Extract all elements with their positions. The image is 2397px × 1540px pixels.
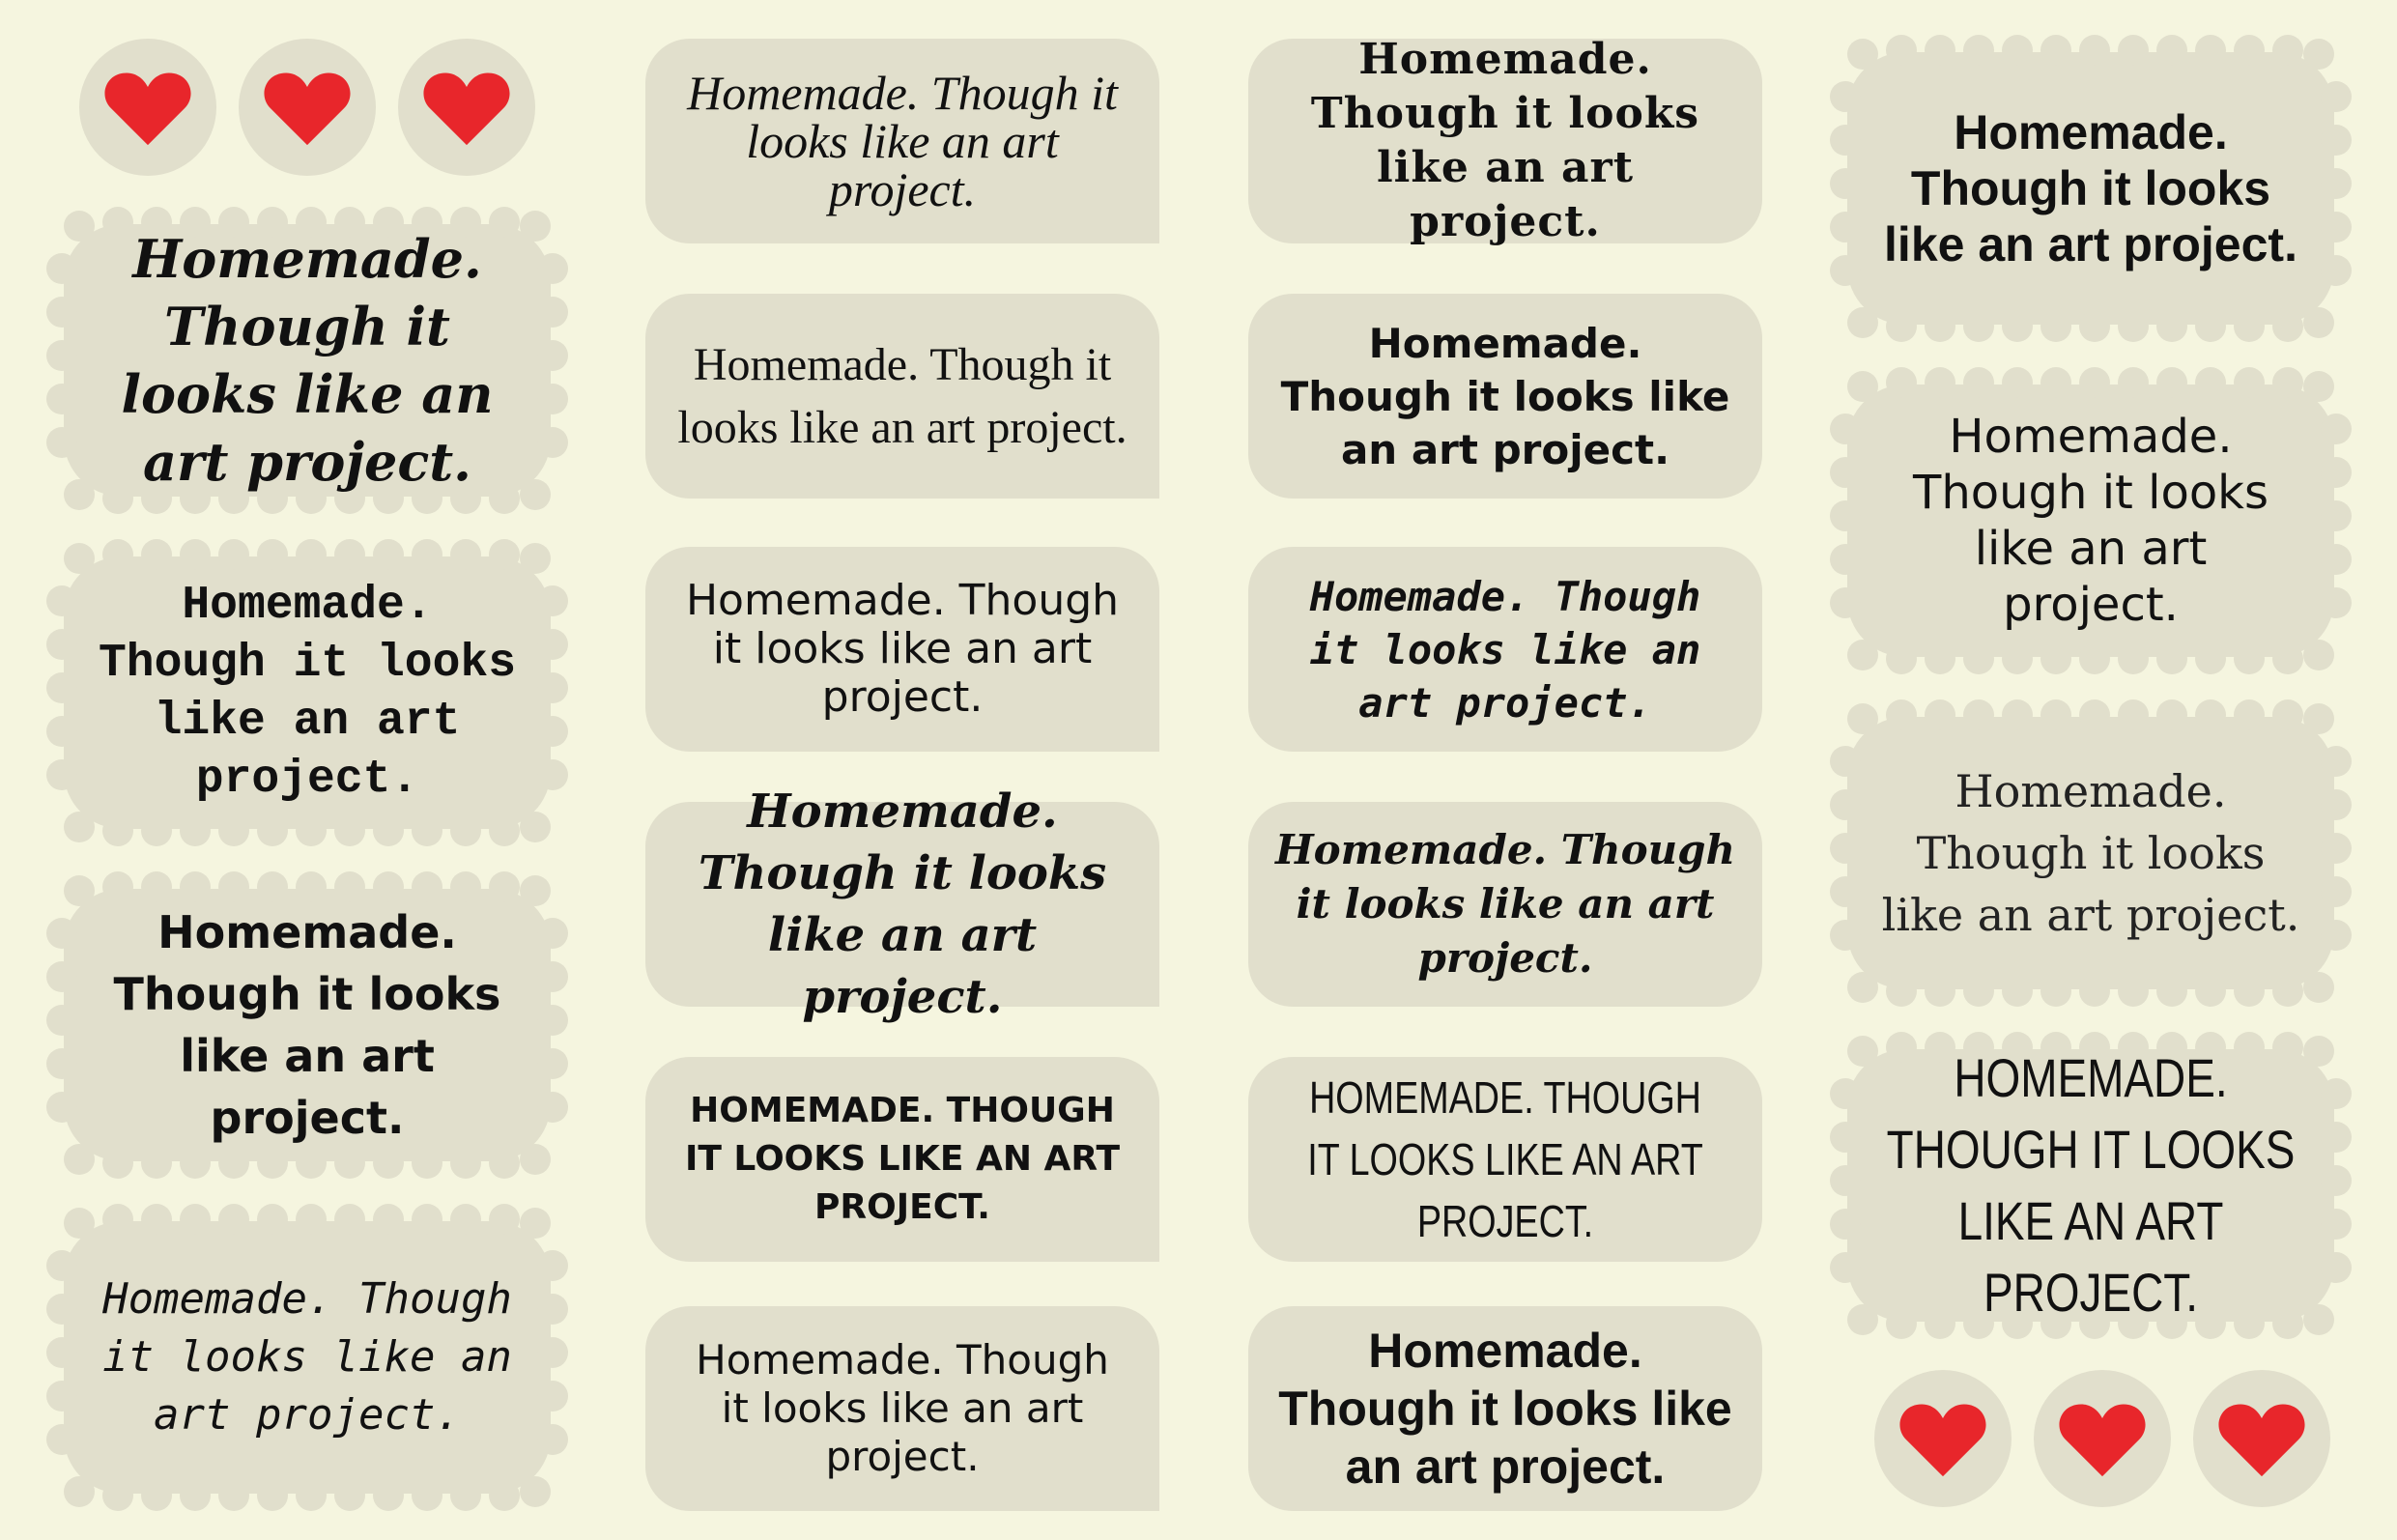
label-text: Homemade. Though it looks like an art project. (98, 580, 517, 806)
heart-sticker (2034, 1370, 2171, 1507)
label-script-bold (645, 784, 1159, 1024)
label-text: HOMEMADE. THOUGH IT LOOKS LIKE AN ART PROJECT. (1307, 1072, 1703, 1246)
label-text: Homemade. Though it looks like an art project. (1274, 826, 1736, 982)
label-text: HOMEMADE. THOUGH IT LOOKS LIKE AN ART PROJECT. (1886, 1047, 2296, 1323)
label-text: Homemade. Though it looks like an art project. (1881, 765, 2300, 941)
label-text: Homemade. Though it looks like an art project. (1310, 35, 1700, 246)
label-text: Homemade. Though it looks like an art project. (698, 784, 1107, 1024)
label-text: Homemade. Though it looks like an art project. (685, 576, 1120, 722)
label-condensed-caps (1834, 1036, 2348, 1335)
label-text: Homemade. Though it looks like an art project. (1913, 410, 2269, 632)
label-mono-italic (50, 1208, 564, 1507)
heart-sticker (2193, 1370, 2330, 1507)
label-sans-bold-2 (1248, 1306, 1762, 1511)
heart-icon (2058, 1399, 2147, 1478)
heart-icon (263, 68, 352, 147)
label-text: Homemade. Though it looks like an art project. (1280, 319, 1730, 473)
label-caps-bold (645, 1057, 1159, 1262)
label-text: Homemade. Though it looks like an art project. (113, 906, 501, 1144)
label-script (1248, 802, 1762, 1007)
label-text: Homemade. Though it looks like an art project. (687, 66, 1118, 216)
label-decorative (1248, 35, 1762, 246)
heart-icon (2217, 1399, 2306, 1478)
label-text: Homemade. Though it looks like an art project. (1884, 105, 2297, 271)
label-serif (645, 294, 1159, 499)
label-sans-bold (1248, 294, 1762, 499)
label-text: Homemade. Though it looks like an art project. (677, 339, 1127, 453)
label-sans-bold (1834, 39, 2348, 338)
label-text: Homemade. Though it looks like an art project. (102, 1274, 512, 1440)
heart-sticker (79, 39, 216, 176)
label-text: Homemade. Though it looks like an art project. (1278, 1324, 1732, 1494)
label-bold-sans (50, 875, 564, 1175)
label-light (1834, 703, 2348, 1003)
label-condensed-caps (1248, 1057, 1762, 1262)
label-mono-bold (50, 543, 564, 842)
label-text: HOMEMADE. THOUGH IT LOOKS LIKE AN ART PROJECT. (684, 1091, 1121, 1227)
label-geometric (645, 547, 1159, 752)
label-mono-bold-italic (1248, 547, 1762, 752)
heart-sticker (239, 39, 376, 176)
label-script (50, 211, 564, 510)
heart-icon (1898, 1399, 1987, 1478)
heart-sticker (1874, 1370, 2012, 1507)
heart-icon (103, 68, 192, 147)
heart-icon (422, 68, 511, 147)
label-text: Homemade. Though it looks like an art project. (121, 228, 494, 493)
heart-sticker (398, 39, 535, 176)
label-geometric (1834, 371, 2348, 670)
label-text: Homemade. Though it looks like an art project. (1309, 572, 1701, 727)
label-handwritten (645, 1306, 1159, 1511)
label-serif-italic (645, 39, 1159, 243)
label-text: Homemade. Though it looks like an art project. (696, 1336, 1109, 1480)
